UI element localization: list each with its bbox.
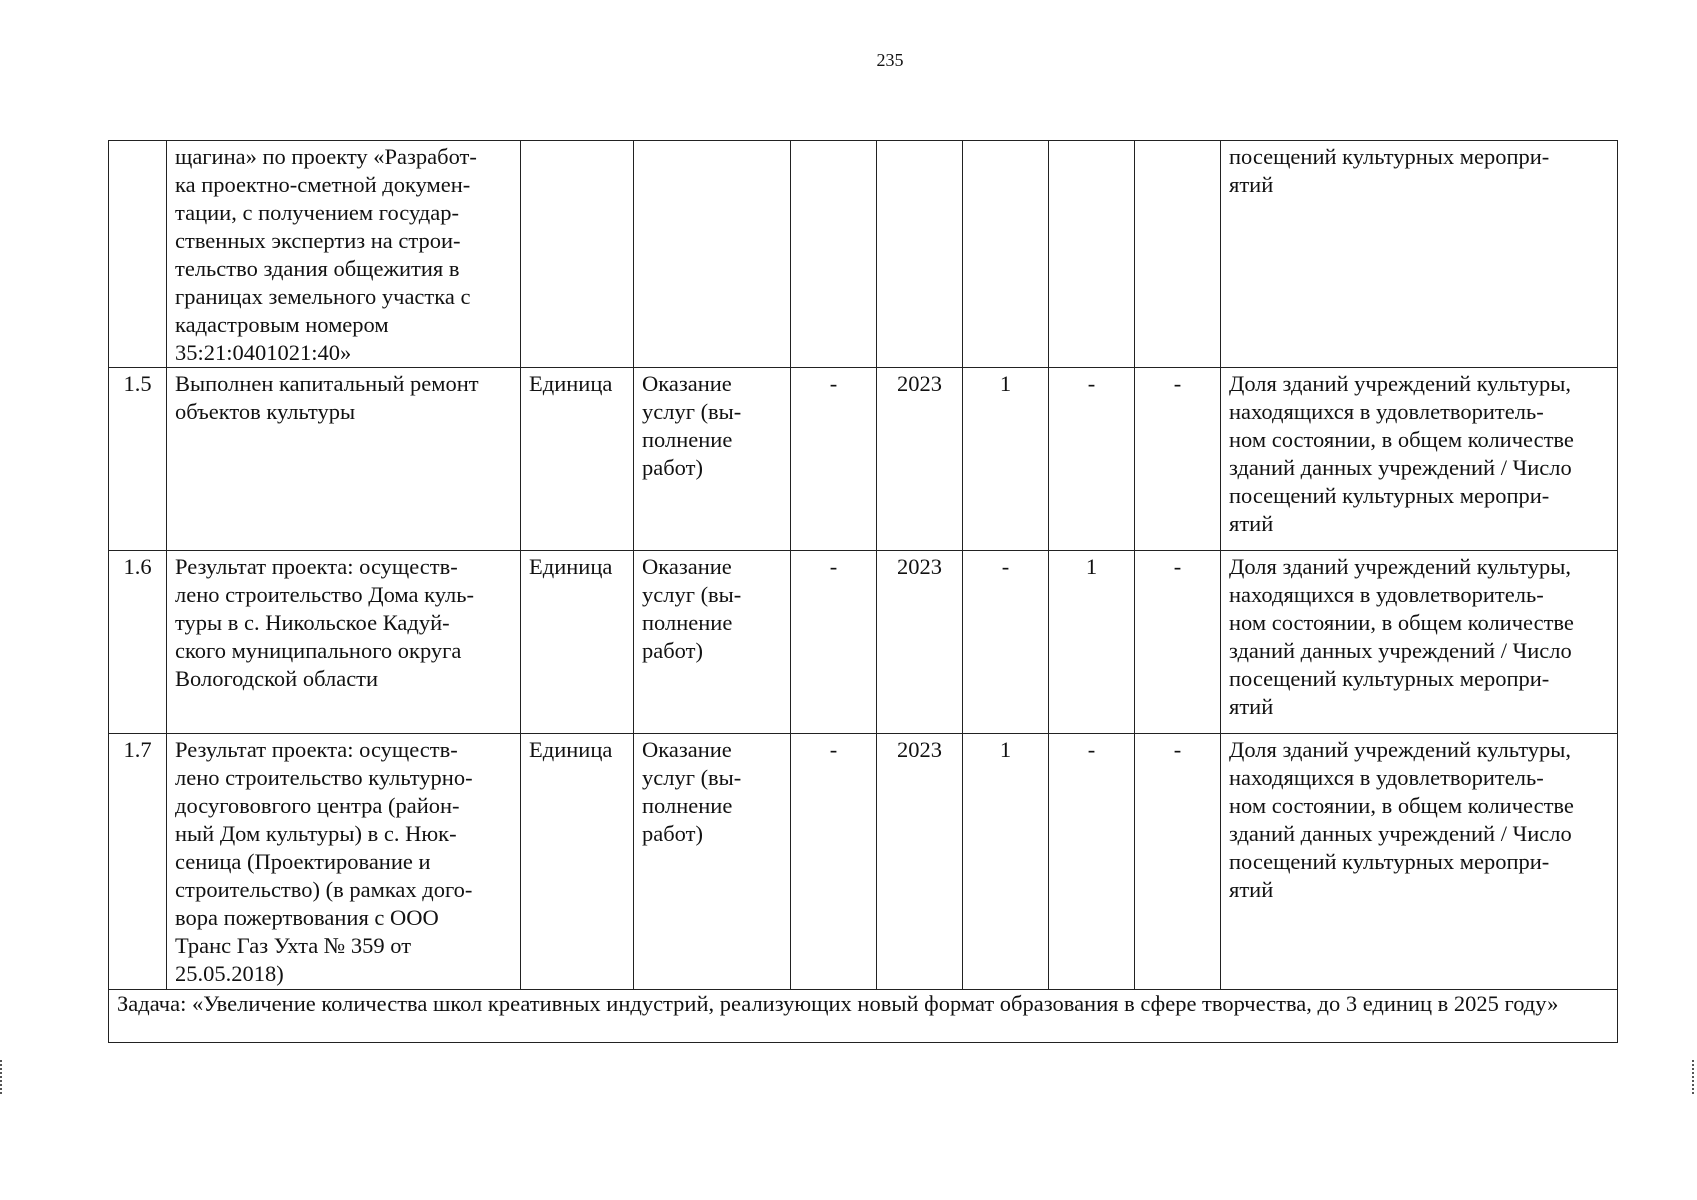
value-3-cell: - [1135,734,1221,990]
result-type-cell: Оказание услуг (вы- полнение работ) [634,551,791,734]
indicator-cell: Доля зданий учреждений культуры, находящихся в удовлетворитель- ном состоянии, в общем количестве зданий данных учреждений / Число посещений культурных меропри- ятий [1221,734,1618,990]
result-name-cell: щагина» по проекту «Разработ- ка проектно-сметной докумен- тации, с получением государ- ственных экспертиз на строи- тельство здания общежития в границах земельного участка с кадастровым номером 35:21:0401021:40» [167,141,521,368]
results-table [108,140,1618,1043]
value-2-cell [1049,141,1135,368]
base-value-cell: - [791,368,877,551]
value-1-cell [963,141,1049,368]
scan-edge-mark-left [0,1060,5,1094]
table-row [109,368,1618,551]
table-row [109,551,1618,734]
value-2-cell: - [1049,368,1135,551]
year-cell: 2023 [877,368,963,551]
year-cell: 2023 [877,734,963,990]
indicator-cell: посещений культурных меропри- ятий [1221,141,1618,368]
value-3-cell [1135,141,1221,368]
row-number-cell: 1.6 [109,551,167,734]
row-number-cell [109,141,167,368]
value-1-cell: 1 [963,368,1049,551]
unit-cell: Единица [521,551,634,734]
task-row [109,990,1618,1043]
value-2-cell: - [1049,734,1135,990]
year-cell: 2023 [877,551,963,734]
result-name-cell: Результат проекта: осуществ- лено строительство Дома куль- туры в с. Никольское Кадуй- ского муниципального округа Вологодской области [167,551,521,734]
base-value-cell: - [791,734,877,990]
scan-edge-mark-right [1692,1060,1697,1094]
task-cell: Задача: «Увеличение количества школ креативных индустрий, реализующих новый формат образования в сфере творчества, до 3 единиц в 2025 году» [109,990,1618,1043]
year-cell [877,141,963,368]
page-number: 235 [876,50,904,70]
indicator-cell: Доля зданий учреждений культуры, находящихся в удовлетворитель- ном состоянии, в общем количестве зданий данных учреждений / Число посещений культурных меропри- ятий [1221,368,1618,551]
base-value-cell [791,141,877,368]
result-type-cell [634,141,791,368]
result-type-cell: Оказание услуг (вы- полнение работ) [634,368,791,551]
result-name-cell: Выполнен капитальный ремонт объектов культуры [167,368,521,551]
row-number-cell: 1.7 [109,734,167,990]
indicator-cell: Доля зданий учреждений культуры, находящихся в удовлетворитель- ном состоянии, в общем количестве зданий данных учреждений / Число посещений культурных меропри- ятий [1221,551,1618,734]
value-3-cell: - [1135,368,1221,551]
unit-cell: Единица [521,734,634,990]
value-1-cell: 1 [963,734,1049,990]
row-number-cell: 1.5 [109,368,167,551]
value-3-cell: - [1135,551,1221,734]
value-2-cell: 1 [1049,551,1135,734]
result-type-cell: Оказание услуг (вы- полнение работ) [634,734,791,990]
value-1-cell: - [963,551,1049,734]
unit-cell [521,141,634,368]
table-row [109,141,1618,368]
unit-cell: Единица [521,368,634,551]
base-value-cell: - [791,551,877,734]
result-name-cell: Результат проекта: осуществ- лено строительство культурно- досугововгого центра (район- ный Дом культуры) в с. Нюк- сеница (Проектирование и строительство) (в рамках дого- вора пожертвования с ООО Транс Газ Ухта № 359 от 25.05.2018) [167,734,521,990]
table-row [109,734,1618,990]
